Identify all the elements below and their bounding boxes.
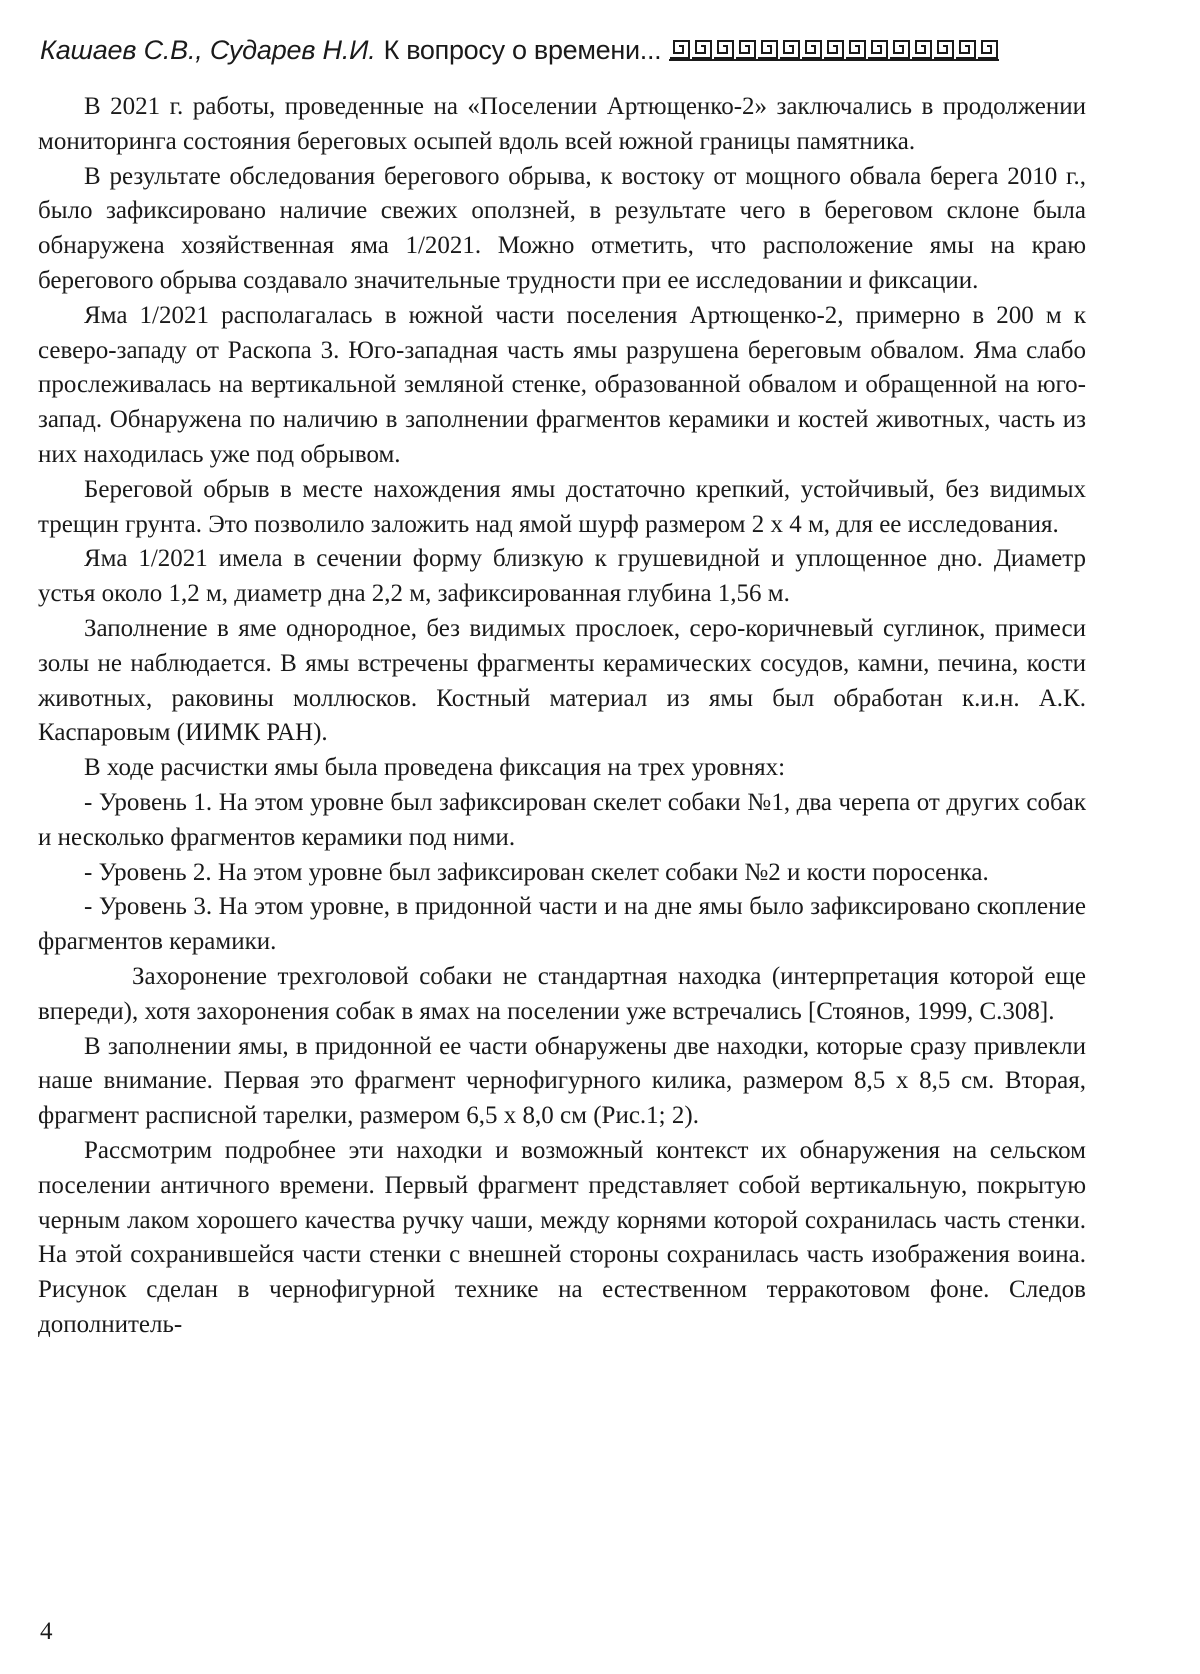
level-3-item: - Уровень 3. На этом уровне, в придонной части и на дне ямы было зафиксировано скопление фрагментов керамики. [38,893,1086,956]
paragraph: В заполнении ямы, в придонной ее части обнаружены две находки, которые сразу привлекли наше внимание. Первая это фрагмент чернофигурного килика, размером 8,5 х 8,5 см. Вторая, фрагмент расписной тарелки, размером 6,5 х 8,0 см (Рис.1; 2). [38,1032,1086,1130]
greek-meander-ornament-icon [669,39,999,61]
paragraph: Заполнение в яме однородное, без видимых прослоек, серо-коричневый суглинок, примеси золы не наблюдается. В ямы встречены фрагменты керамических сосудов, камни, печина, кости животных, раковины моллюсков. Костный материал из ямы был обработан к.и.н. А.К. Каспаровым (ИИМК РАН). [38,614,1086,747]
paragraph: Захоронение трехголовой собаки не стандартная находка (интерпретация которой еще впереди), хотя захоронения собак в ямах на поселении уже встречались [Стоянов, 1999, С.308]. [38,962,1086,1025]
paragraph: Яма 1/2021 располагалась в южной части поселения Артющенко-2, примерно в 200 м к северо-западу от Раскопа 3. Юго-западная часть ямы разрушена береговым обвалом. Яма слабо прослеживалась на вертикальной земляной стенке, образованной обвалом и обращенной на юго-запад. Обнаружена по наличию в заполнении фрагментов керамики и костей животных, часть из них находилась уже под обрывом. [38,301,1086,468]
paragraph: Береговой обрыв в месте нахождения ямы достаточно крепкий, устойчивый, без видимых трещин грунта. Это позволило заложить над ямой шурф размером 2 х 4 м, для ее исследования. [38,475,1086,538]
paragraph: В результате обследования берегового обрыва, к востоку от мощного обвала берега 2010 г., было зафиксировано наличие свежих оползней, в результате чего в береговом склоне была обнаружена хозяйственная яма 1/2021. Можно отметить, что расположение ямы на краю берегового обрыва создавало значительные трудности при ее исследовании и фиксации. [38,162,1086,294]
header-authors: Кашаев С.В., Сударев Н.И. [40,34,376,65]
level-1-item: - Уровень 1. На этом уровне был зафиксирован скелет собаки №1, два черепа от других собак и несколько фрагментов керамики под ними. [38,788,1086,851]
level-2-item: - Уровень 2. На этом уровне был зафиксирован скелет собаки №2 и кости поросенка. [84,858,989,886]
paragraph: В ходе расчистки ямы была проведена фиксация на трех уровнях: [84,754,786,782]
header-title: К вопросу о времени... [383,34,662,65]
paragraph: Рассмотрим подробнее эти находки и возможный контекст их обнаружения на сельском поселении античного времени. Первый фрагмент представляет собой вертикальную, покрытую черным лаком хорошего качества ручку чаши, между корнями которой сохранилась часть стенки. На этой сохранившейся части стенки с внешней стороны сохранилась часть изображения воина. Рисунок сделан в чернофигурной технике на естественном терракотовом фоне. Следов дополнитель- [38,1136,1086,1338]
paragraph: Яма 1/2021 имела в сечении форму близкую к грушевидной и уплощенное дно. Диаметр устья около 1,2 м, диаметр дна 2,2 м, зафиксированная глубина 1,56 м. [38,545,1086,608]
running-header [40,30,1090,70]
paragraph: В 2021 г. работы, проведенные на «Поселении Артющенко-2» заключались в продолжении мониторинга состояния береговых осыпей вдоль всей южной границы памятника. [38,93,1086,155]
page-number: 4 [40,1618,53,1645]
article-body [38,90,1086,1343]
